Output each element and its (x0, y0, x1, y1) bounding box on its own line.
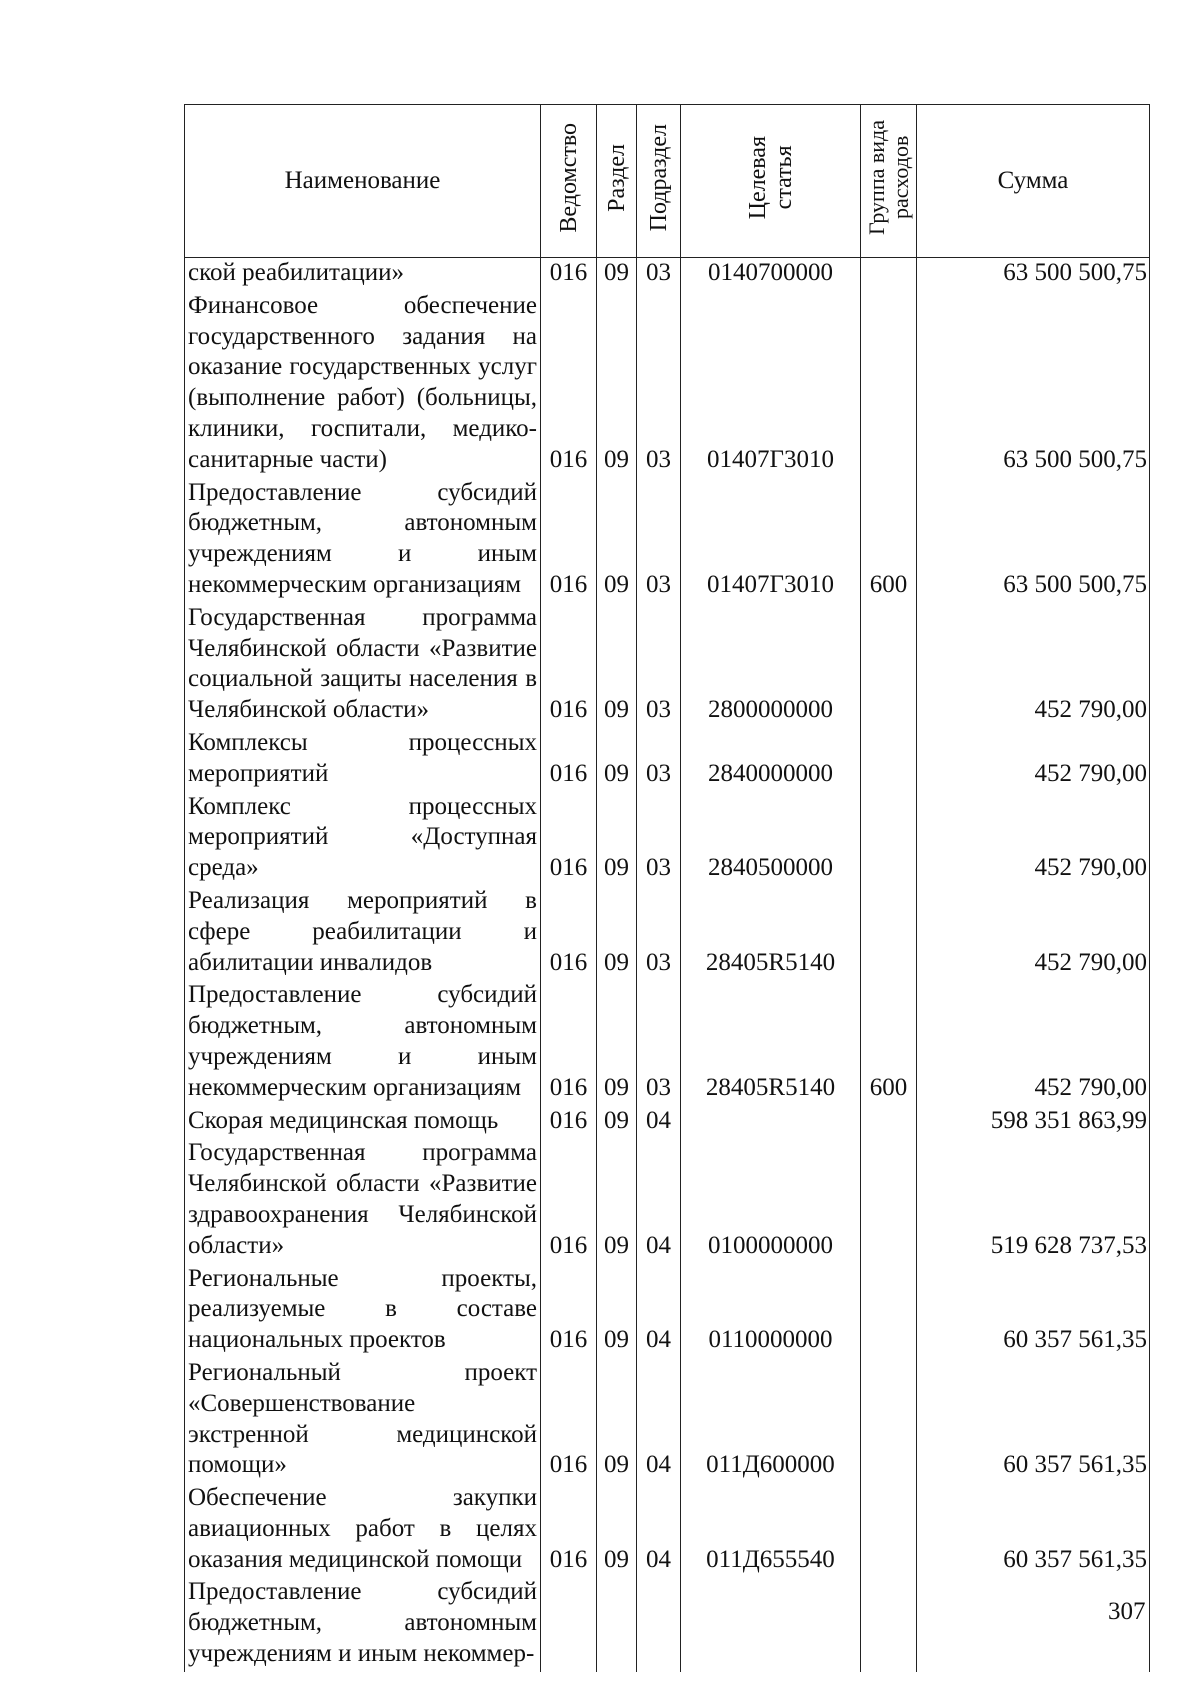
row-gruppa: 600 (861, 478, 917, 603)
row-gruppa (861, 1106, 917, 1139)
table-row (185, 258, 1150, 291)
row-summa: 60 357 561,35 (917, 1483, 1150, 1577)
row-gruppa (861, 291, 917, 478)
row-summa: 452 790,00 (917, 603, 1150, 728)
row-celevaya: 2840000000 (681, 728, 861, 792)
row-podrazdel: 03 (637, 258, 681, 291)
row-celevaya: 0140700000 (681, 258, 861, 291)
page-number: 307 (1108, 1598, 1146, 1625)
row-podrazdel: 04 (637, 1358, 681, 1483)
row-celevaya (681, 1577, 861, 1671)
budget-table (184, 104, 1150, 1672)
row-podrazdel: 03 (637, 728, 681, 792)
row-celevaya: 0100000000 (681, 1138, 861, 1263)
table-row (185, 886, 1150, 980)
table-row (185, 1577, 1150, 1671)
row-celevaya: 2840500000 (681, 792, 861, 886)
row-vedomstvo: 016 (541, 1138, 597, 1263)
row-name: Финансовое обеспечение государственного задания на оказание государственных услуг (выполнение работ) (больницы, клиники, госпитали, медико-санитарные части) (185, 291, 541, 478)
row-razdel: 09 (597, 980, 637, 1105)
row-gruppa (861, 886, 917, 980)
table-row (185, 1483, 1150, 1577)
row-razdel: 09 (597, 792, 637, 886)
header-podrazdel: Подраздел (637, 105, 681, 258)
table-row (185, 1358, 1150, 1483)
row-vedomstvo: 016 (541, 1483, 597, 1577)
row-celevaya: 011Д600000 (681, 1358, 861, 1483)
row-podrazdel: 04 (637, 1483, 681, 1577)
row-podrazdel: 03 (637, 291, 681, 478)
row-celevaya: 28405R5140 (681, 980, 861, 1105)
row-name: Предоставление субсидий бюджетным, автономным учреждениям и иным некоммерческим организациям (185, 980, 541, 1105)
row-razdel: 09 (597, 1483, 637, 1577)
row-razdel: 09 (597, 258, 637, 291)
row-gruppa (861, 1483, 917, 1577)
table-row (185, 1138, 1150, 1263)
header-summa: Сумма (917, 105, 1150, 258)
row-razdel: 09 (597, 1264, 637, 1358)
row-podrazdel: 03 (637, 980, 681, 1105)
table-row (185, 478, 1150, 603)
row-name: Обеспечение закупки авиационных работ в целях оказания медицинской помощи (185, 1483, 541, 1577)
header-name: Наименование (185, 105, 541, 258)
row-name: Комплексы процессных мероприятий (185, 728, 541, 792)
row-podrazdel (637, 1577, 681, 1671)
row-name: Реализация мероприятий в сфере реабилитации и абилитации инвалидов (185, 886, 541, 980)
row-summa: 598 351 863,99 (917, 1106, 1150, 1139)
row-name: Скорая медицинская помощь (185, 1106, 541, 1139)
row-gruppa: 600 (861, 980, 917, 1105)
row-celevaya: 28405R5140 (681, 886, 861, 980)
row-summa: 452 790,00 (917, 728, 1150, 792)
row-celevaya: 01407Г3010 (681, 291, 861, 478)
row-vedomstvo: 016 (541, 603, 597, 728)
header-celevaya: Целевая статья (681, 105, 861, 258)
row-summa: 60 357 561,35 (917, 1264, 1150, 1358)
row-celevaya: 2800000000 (681, 603, 861, 728)
header-razdel: Раздел (597, 105, 637, 258)
table-row (185, 1264, 1150, 1358)
row-vedomstvo: 016 (541, 1264, 597, 1358)
row-gruppa (861, 258, 917, 291)
row-name: Комплекс процессных мероприятий «Доступная среда» (185, 792, 541, 886)
row-razdel: 09 (597, 728, 637, 792)
row-podrazdel: 03 (637, 886, 681, 980)
row-podrazdel: 04 (637, 1138, 681, 1263)
row-gruppa (861, 1264, 917, 1358)
row-name: Предоставление субсидий бюджетным, автономным учреждениям и иным некоммер- (185, 1577, 541, 1671)
header-gruppa: Группа вида расходов (861, 105, 917, 258)
row-vedomstvo: 016 (541, 291, 597, 478)
table-row (185, 980, 1150, 1105)
row-vedomstvo (541, 1577, 597, 1671)
row-razdel: 09 (597, 291, 637, 478)
table-row (185, 603, 1150, 728)
row-gruppa (861, 728, 917, 792)
row-summa: 63 500 500,75 (917, 478, 1150, 603)
row-vedomstvo: 016 (541, 1358, 597, 1483)
row-gruppa (861, 1358, 917, 1483)
row-vedomstvo: 016 (541, 728, 597, 792)
row-podrazdel: 03 (637, 792, 681, 886)
row-vedomstvo: 016 (541, 792, 597, 886)
row-vedomstvo: 016 (541, 980, 597, 1105)
row-vedomstvo: 016 (541, 1106, 597, 1139)
row-summa: 63 500 500,75 (917, 258, 1150, 291)
table-row (185, 291, 1150, 478)
row-gruppa (861, 1577, 917, 1671)
row-podrazdel: 04 (637, 1106, 681, 1139)
row-razdel: 09 (597, 1106, 637, 1139)
row-podrazdel: 04 (637, 1264, 681, 1358)
row-razdel: 09 (597, 603, 637, 728)
row-summa: 452 790,00 (917, 886, 1150, 980)
row-name: Региональные проекты, реализуемые в составе национальных проектов (185, 1264, 541, 1358)
table-row (185, 792, 1150, 886)
row-gruppa (861, 1138, 917, 1263)
table-header-row (185, 105, 1150, 258)
table-row (185, 728, 1150, 792)
row-vedomstvo: 016 (541, 258, 597, 291)
row-summa: 60 357 561,35 (917, 1358, 1150, 1483)
row-celevaya (681, 1106, 861, 1139)
row-vedomstvo: 016 (541, 886, 597, 980)
row-razdel: 09 (597, 478, 637, 603)
row-podrazdel: 03 (637, 478, 681, 603)
row-razdel: 09 (597, 886, 637, 980)
row-vedomstvo: 016 (541, 478, 597, 603)
row-summa: 519 628 737,53 (917, 1138, 1150, 1263)
row-razdel: 09 (597, 1138, 637, 1263)
row-name: Государственная программа Челябинской области «Развитие социальной защиты населения в Челябинской области» (185, 603, 541, 728)
row-name: Государственная программа Челябинской области «Развитие здравоохранения Челябинской области» (185, 1138, 541, 1263)
row-podrazdel: 03 (637, 603, 681, 728)
header-vedomstvo: Ведомство (541, 105, 597, 258)
row-summa: 63 500 500,75 (917, 291, 1150, 478)
table-row (185, 1106, 1150, 1139)
row-gruppa (861, 603, 917, 728)
row-celevaya: 011Д655540 (681, 1483, 861, 1577)
row-name: ской реабилитации» (185, 258, 541, 291)
row-summa: 452 790,00 (917, 980, 1150, 1105)
row-gruppa (861, 792, 917, 886)
row-celevaya: 01407Г3010 (681, 478, 861, 603)
row-razdel: 09 (597, 1358, 637, 1483)
row-razdel (597, 1577, 637, 1671)
row-celevaya: 0110000000 (681, 1264, 861, 1358)
row-name: Предоставление субсидий бюджетным, автономным учреждениям и иным некоммерческим организациям (185, 478, 541, 603)
row-name: Региональный проект «Совершенствование экстренной медицинской помощи» (185, 1358, 541, 1483)
row-summa: 452 790,00 (917, 792, 1150, 886)
